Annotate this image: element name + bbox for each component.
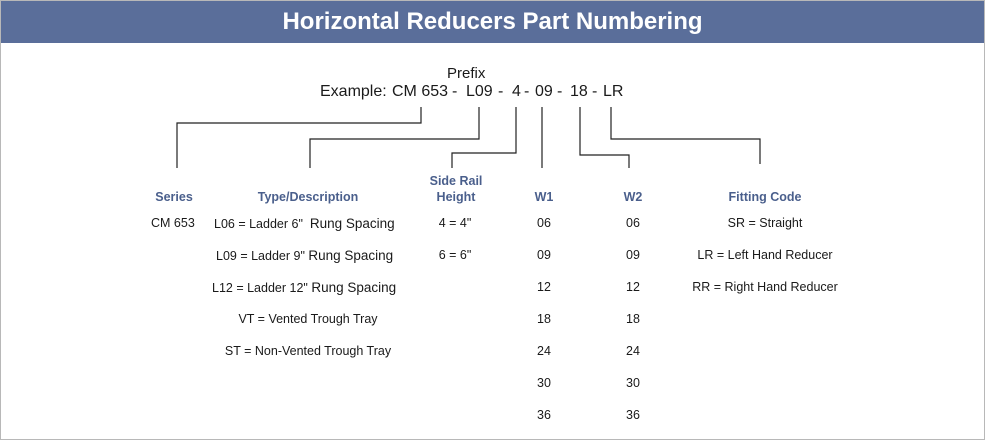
type-description-header: Type/Description: [257, 190, 359, 204]
w2-item: 12: [626, 280, 640, 294]
example-separator: -: [524, 83, 530, 100]
example-w1-code: 09: [535, 83, 553, 100]
example-separator: -: [592, 83, 598, 100]
series-header: Series: [155, 190, 193, 204]
fitting-connector: [611, 107, 760, 164]
type-item-code: L09 = Ladder 9": [216, 249, 305, 263]
side-rail-header-line1: Side Rail: [429, 174, 483, 188]
example-w2-code: 18: [570, 83, 588, 100]
prefix-label: Prefix: [447, 65, 486, 82]
series-item: CM 653: [151, 216, 195, 230]
connector-lines: [1, 1, 984, 439]
fitting-item: RR = Right Hand Reducer: [692, 280, 838, 294]
example-separator: -: [452, 83, 458, 100]
type-item: VT = Vented Trough Tray: [238, 312, 378, 326]
w1-item: 12: [537, 280, 551, 294]
fitting-code-header: Fitting Code: [728, 190, 802, 204]
type-item-code: L12 = Ladder 12": [212, 281, 308, 295]
w1-item: 24: [537, 344, 551, 358]
w1-header: W1: [534, 190, 554, 204]
example-lead: Example:: [320, 83, 387, 100]
side-rail-header-line2: Height: [436, 190, 476, 204]
example-separator: -: [557, 83, 563, 100]
type-item-spacing: Rung Spacing: [309, 216, 395, 231]
example-type-code: L09: [466, 83, 493, 100]
w2-connector: [580, 107, 629, 168]
example-series-code: CM 653: [392, 83, 449, 100]
type-item: [212, 280, 396, 295]
height-connector: [452, 107, 516, 168]
example-fitting-code: LR: [603, 83, 624, 100]
w1-item: 09: [537, 248, 551, 262]
type-item: ST = Non-Vented Trough Tray: [224, 344, 392, 358]
w2-item: 30: [626, 376, 640, 390]
w2-item: 18: [626, 312, 640, 326]
type-item-spacing: Rung Spacing: [311, 280, 397, 295]
example-separator: -: [498, 83, 504, 100]
w1-item: 30: [537, 376, 551, 390]
w2-item: 24: [626, 344, 640, 358]
type-item-code: L06 = Ladder 6": [214, 217, 303, 231]
w2-item: 09: [626, 248, 640, 262]
page-title: Horizontal Reducers Part Numbering: [1, 1, 984, 43]
w2-item: 36: [626, 408, 640, 422]
fitting-item: SR = Straight: [727, 216, 803, 230]
height-item: 6 = 6": [438, 248, 472, 262]
w2-header: W2: [623, 190, 643, 204]
w1-item: 06: [537, 216, 551, 230]
fitting-item: LR = Left Hand Reducer: [697, 248, 833, 262]
w1-item: 36: [537, 408, 551, 422]
height-item: 4 = 4": [438, 216, 472, 230]
type-item: [216, 248, 393, 263]
type-connector: [310, 107, 479, 168]
w1-item: 18: [537, 312, 551, 326]
type-item: [214, 216, 395, 231]
type-item-spacing: Rung Spacing: [308, 248, 394, 263]
example-height-code: 4: [512, 83, 521, 100]
w2-item: 06: [626, 216, 640, 230]
series-connector: [177, 107, 421, 168]
